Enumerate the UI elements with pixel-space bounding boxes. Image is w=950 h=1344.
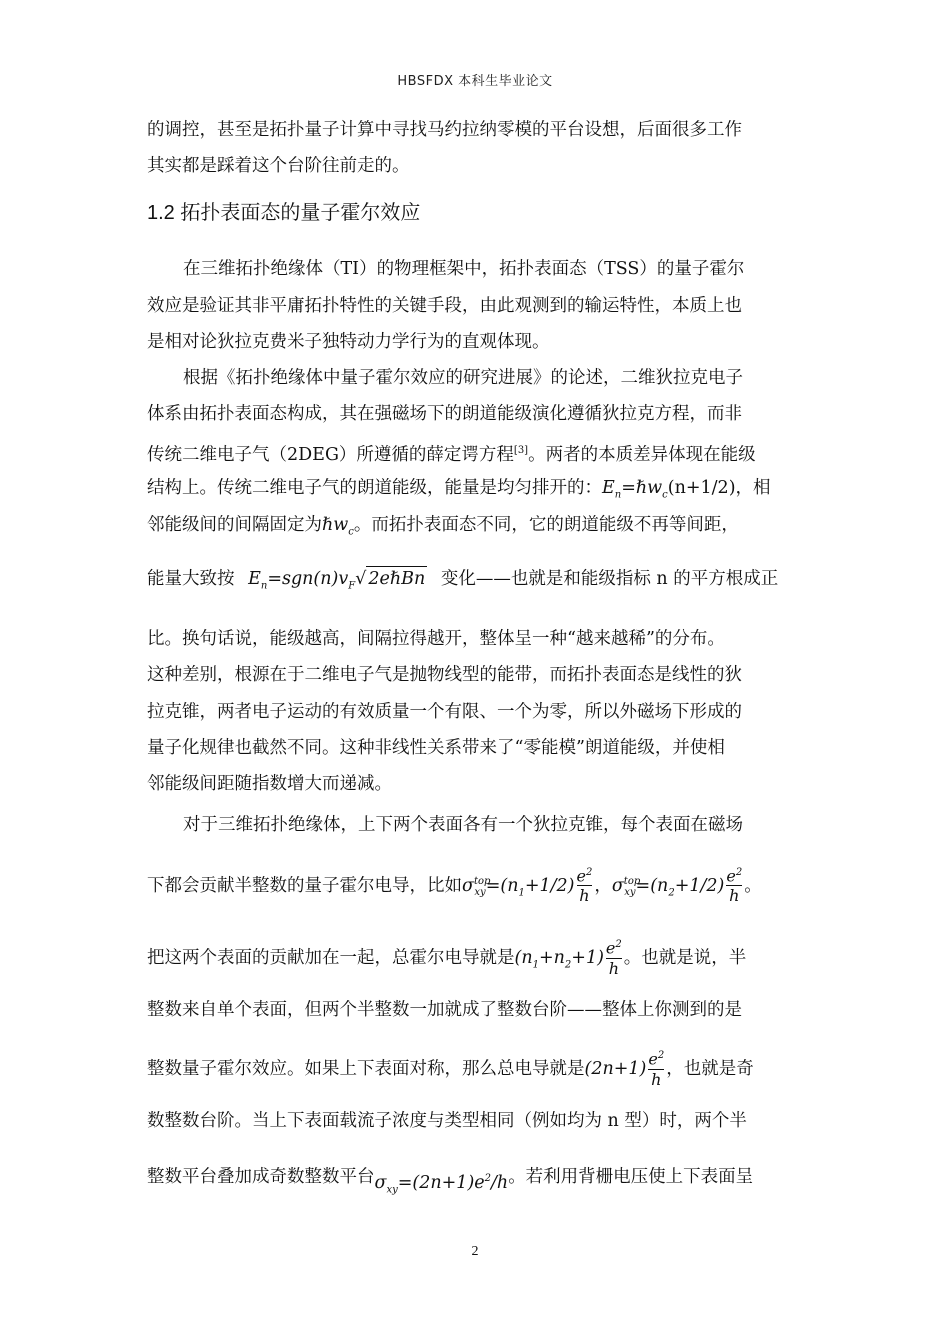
text-line: 下都会贡献半整数的量子霍尔电导，比如$\sigma^{top}_{xy}=(n_1+1/2)$ $\frac{e^2}{h}$ ，$\sigma^{top}_{xy}=(n_2+1/2)$ $\frac{e^2}{h}$ 。 xyxy=(147,866,762,906)
fraction-e2-over-h: $\frac{e^2}{h}$ xyxy=(648,1049,665,1089)
text-line: 整数来自单个表面，但两个半整数一加就成了整数台阶——整体上你测到的是 xyxy=(147,1000,742,1020)
text-line: 是相对论狄拉克费米子独特动力学行为的直观体现。 xyxy=(147,332,550,352)
text-line: 对于三维拓扑绝缘体，上下两个表面各有一个狄拉克锥，每个表面在磁场 xyxy=(183,815,743,835)
text-line: 邻能级间距随指数增大而递减。 xyxy=(147,774,392,794)
fraction-e2-over-h: $\frac{e^2}{h}$ xyxy=(726,866,743,906)
text-line: 量子化规律也截然不同。这种非线性关系带来了“零能模”朗道能级，并使相 xyxy=(147,738,725,758)
text-line: 结构上。传统二维电子气的朗道能级，能量是均匀排开的：$E_n=\hbar w_c(n+1/2)$，相 xyxy=(147,478,771,501)
text-line: 在三维拓扑绝缘体（TI）的物理框架中，拓扑表面态（TSS）的量子霍尔 xyxy=(183,259,745,279)
fraction-e2-over-h: $\frac{e^2}{h}$ xyxy=(605,938,622,978)
formula-total-hall: $(n_1+n_2+1)$ xyxy=(514,948,604,971)
text-line: 数整数台阶。当上下表面载流子浓度与类型相同（例如均为 n 型）时，两个半 xyxy=(147,1111,747,1131)
fraction-e2-over-h: $\frac{e^2}{h}$ xyxy=(576,866,593,906)
text-line: 邻能级间的间隔固定为ℏw$_c$。而拓扑表面态不同，它的朗道能级不再等间距， xyxy=(147,515,739,538)
formula-odd-plateau: (2n+1) xyxy=(584,1059,647,1079)
formula-sigma-top-1: $\sigma^{top}_{xy}=(n_1+1/2)$ xyxy=(462,875,575,899)
page-number: 2 xyxy=(471,1244,479,1259)
text-line: 整数量子霍尔效应。如果上下表面对称，那么总电导就是(2n+1) $\frac{e^2}{h}$ ，也就是奇 xyxy=(147,1049,754,1089)
formula-sigma-xy-final: $\sigma_{xy}=(2n+1)e^2/h$ xyxy=(374,1172,509,1196)
citation: [3] xyxy=(513,445,529,456)
formula-hbar-wc: ℏw$_c$ xyxy=(322,515,354,538)
formula-conventional-landau: $E_n=\hbar w_c$ xyxy=(602,478,668,501)
text-line: 把这两个表面的贡献加在一起，总霍尔电导就是$(n_1+n_2+1)$ $\frac{e^2}{h}$ 。也就是说，半 xyxy=(147,938,747,978)
text-line: 根据《拓扑绝缘体中量子霍尔效应的研究进展》的论述，二维狄拉克电子 xyxy=(183,368,743,388)
text-line: 拉克锥，两者电子运动的有效质量一个有限、一个为零，所以外磁场下形成的 xyxy=(147,702,742,722)
text-line: 能量大致按 $E_n=sgn(n)v_F√$ 2eℏBn 变化——也就是和能级指标 n 的平方根成正 xyxy=(147,566,778,599)
text-line: 比。换句话说，能级越高，间隔拉得越开，整体呈一种“越来越稀”的分布。 xyxy=(147,629,725,649)
formula-sigma-top-2: $\sigma^{top}_{xy}=(n_2+1/2)$ xyxy=(611,875,725,899)
text-line: 整数平台叠加成奇数整数平台$\sigma_{xy}=(2n+1)e^2/h$。若利用背栅电压使上下表面呈 xyxy=(147,1166,754,1196)
text-line: 的调控，甚至是拓扑量子计算中寻找马约拉纳零模的平台设想，后面很多工作 xyxy=(147,120,742,140)
running-header: HBSFDX 本科生毕业论文 xyxy=(397,74,553,89)
text-line: 这种差别，根源在于二维电子气是抛物线型的能带，而拓扑表面态是线性的狄 xyxy=(147,665,742,685)
text-line: 传统二维电子气（2DEG）所遵循的薛定谔方程[3]。两者的本质差异体现在能级 xyxy=(147,444,756,465)
text-line: 其实都是踩着这个台阶往前走的。 xyxy=(147,156,410,176)
text-line: 效应是验证其非平庸拓扑特性的关键手段，由此观测到的输运特性，本质上也 xyxy=(147,296,742,316)
formula-dirac-landau: $E_n=sgn(n)v_F√$ 2eℏBn xyxy=(248,569,427,589)
section-heading: 1.2 拓扑表面态的量子霍尔效应 xyxy=(147,202,421,224)
text-line: 体系由拓扑表面态构成，其在强磁场下的朗道能级演化遵循狄拉克方程，而非 xyxy=(147,404,742,424)
